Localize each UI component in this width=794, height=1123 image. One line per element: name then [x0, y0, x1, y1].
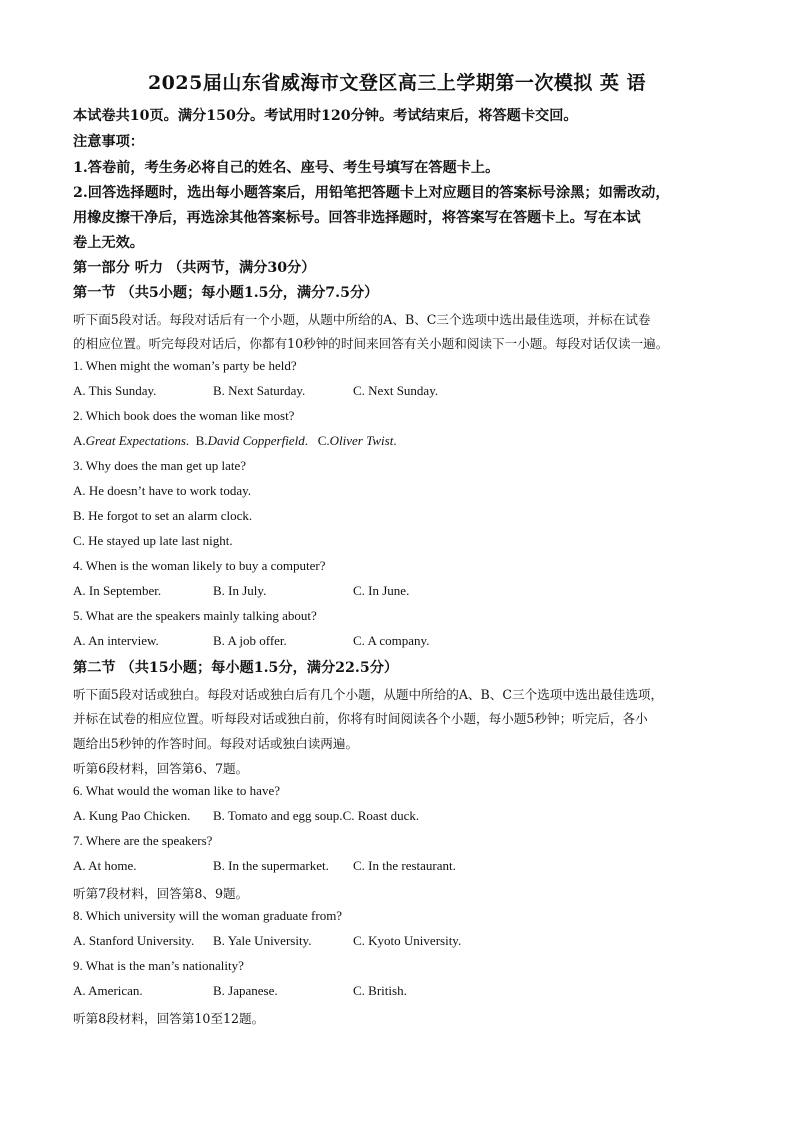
- question-2-options: [73, 433, 397, 449]
- option-c[interactable]: C. A company.: [353, 633, 430, 648]
- material-7-note: 听第7段材料，回答第8、9题。: [73, 886, 249, 901]
- book-title: Great Expectations: [85, 433, 186, 448]
- question-1-options: [73, 383, 438, 399]
- option-b[interactable]: [196, 433, 308, 449]
- option-c[interactable]: C. In the restaurant.: [353, 858, 456, 873]
- option-a[interactable]: [73, 433, 189, 449]
- option-c[interactable]: C. Roast duck.: [342, 808, 420, 823]
- punctuation: .: [393, 433, 397, 448]
- option-c[interactable]: C. He stayed up late last night.: [73, 533, 233, 548]
- question-2-stem: 2. Which book does the woman like most?: [73, 408, 295, 423]
- option-c[interactable]: [318, 433, 397, 449]
- option-c[interactable]: C. Next Sunday.: [353, 383, 439, 398]
- question-4-stem: 4. When is the woman likely to buy a computer?: [73, 558, 326, 573]
- book-title: Oliver Twist: [329, 433, 394, 448]
- question-9-stem: 9. What is the man’s nationality?: [73, 958, 244, 973]
- question-9-options: [73, 983, 407, 999]
- option-a[interactable]: A. He doesn’t have to work today.: [73, 483, 251, 498]
- option-b[interactable]: B. In the supermarket.: [213, 858, 329, 873]
- option-b[interactable]: B. Yale University.: [213, 933, 312, 948]
- option-b[interactable]: B. He forgot to set an alarm clock.: [73, 508, 253, 523]
- option-letter: C.: [317, 433, 330, 448]
- question-3-stem: 3. Why does the man get up late?: [73, 458, 247, 473]
- option-c[interactable]: C. Kyoto University.: [353, 933, 462, 948]
- punctuation: .: [185, 433, 190, 448]
- notice-title: 注意事项：: [73, 134, 144, 150]
- section1-instructions-line-1: 听下面5段对话。每段对话后有一个小题，从题中所给的A、B、C三个选项中选出最佳选项，并标在试卷: [73, 312, 651, 327]
- notice-item-2-line-3: 卷上无效。: [73, 235, 144, 251]
- option-a[interactable]: A. Stanford University.: [73, 933, 195, 948]
- material-6-note: 听第6段材料，回答第6、7题。: [73, 761, 249, 776]
- option-a[interactable]: A. Kung Pao Chicken.: [73, 808, 191, 823]
- material-8-note: 听第8段材料，回答第10至12题。: [73, 1011, 265, 1026]
- exam-title: 2025届山东省威海市文登区高三上学期第一次模拟 英 语: [147, 72, 647, 94]
- option-a[interactable]: A. In September.: [73, 583, 162, 598]
- option-a[interactable]: A. American.: [73, 983, 143, 998]
- option-b[interactable]: B. Next Saturday.: [213, 383, 306, 398]
- option-b[interactable]: B. Japanese.: [213, 983, 278, 998]
- question-1-stem: 1. When might the woman’s party be held?: [73, 358, 297, 373]
- option-a[interactable]: A. This Sunday.: [73, 383, 157, 398]
- section2-instructions-line-1: 听下面5段对话或独白。每段对话或独白后有几个小题，从题中所给的A、B、C三个选项中选出最佳选项，: [73, 687, 664, 702]
- option-a[interactable]: A. At home.: [73, 858, 137, 873]
- question-8-stem: 8. Which university will the woman graduate from?: [73, 908, 343, 923]
- question-6-stem: 6. What would the woman like to have?: [73, 783, 280, 798]
- option-b[interactable]: B. A job offer.: [213, 633, 287, 648]
- section2-instructions-line-3: 题给出5秒钟的作答时间。每段对话或独白读两遍。: [73, 736, 359, 751]
- part1-heading: 第一部分 听力 （共两节，满分30分）: [73, 260, 316, 276]
- section1-instructions-line-2: 的相应位置。听完每段对话后，你都有10秒钟的时间来回答有关小题和阅读下一小题。每段对话仅读一遍。: [73, 336, 669, 351]
- notice-item-2-line-2: 用橡皮擦干净后，再选涂其他答案标号。回答非选择题时，将答案写在答题卡上。写在本试: [73, 210, 641, 226]
- option-letter: A.: [73, 433, 86, 448]
- question-6-options: [73, 808, 419, 824]
- option-a[interactable]: A. An interview.: [73, 633, 159, 648]
- punctuation: .: [304, 433, 308, 448]
- question-4-options: [73, 583, 409, 599]
- question-7-options: [73, 858, 456, 874]
- notice-item-2-line-1: 2.回答选择题时，选出每小题答案后，用铅笔把答题卡上对应题目的答案标号涂黑；如需改动，: [73, 185, 670, 201]
- exam-info: 本试卷共10页。满分150分。考试用时120分钟。考试结束后，将答题卡交回。: [73, 108, 578, 124]
- question-5-stem: 5. What are the speakers mainly talking about?: [73, 608, 317, 623]
- notice-item-1: 1.答卷前，考生务必将自己的姓名、座号、考生号填写在答题卡上。: [73, 160, 500, 176]
- section1-heading: 第一节 （共5小题；每小题1.5分，满分7.5分）: [73, 285, 379, 301]
- question-5-options: [73, 633, 429, 649]
- book-title: David Copperfield: [207, 433, 305, 448]
- option-letter: B.: [195, 433, 208, 448]
- option-c[interactable]: C. British.: [353, 983, 407, 998]
- question-8-options: [73, 933, 461, 949]
- section2-heading: 第二节 （共15小题；每小题1.5分，满分22.5分）: [73, 660, 399, 676]
- option-b[interactable]: B. In July.: [213, 583, 267, 598]
- question-7-stem: 7. Where are the speakers?: [73, 833, 213, 848]
- option-c[interactable]: C. In June.: [353, 583, 410, 598]
- section2-instructions-line-2: 并标在试卷的相应位置。听每段对话或独白前，你将有时间阅读各个小题，每小题5秒钟；听完后，各小: [73, 711, 648, 726]
- option-b[interactable]: B. Tomato and egg soup.: [213, 808, 343, 823]
